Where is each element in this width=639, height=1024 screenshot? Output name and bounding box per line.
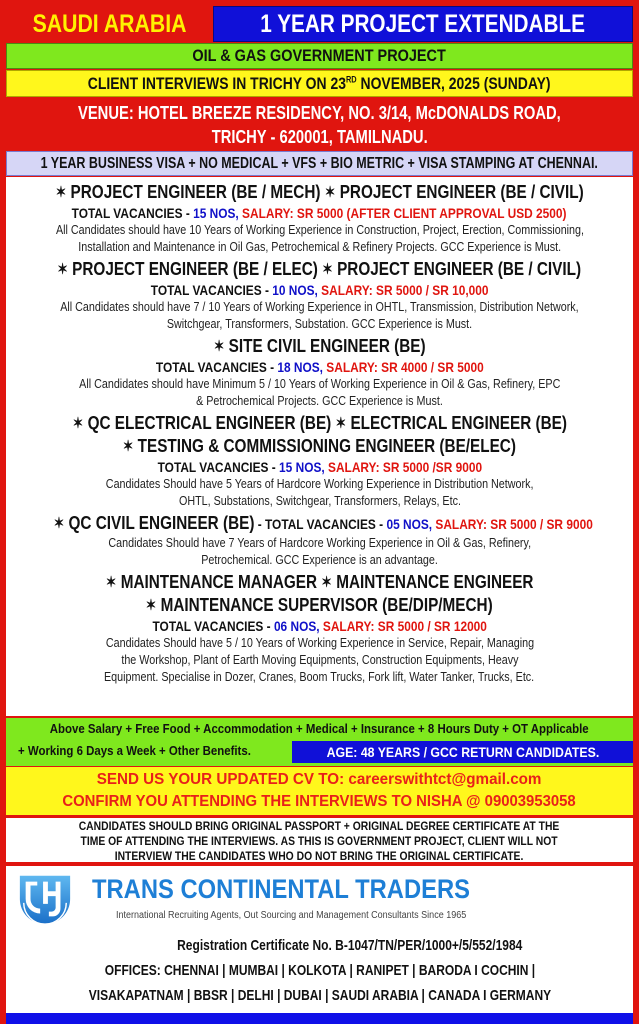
venue-band: VENUE: HOTEL BREEZE RESIDENCY, NO. 3/14, McDONALDS ROAD, TRICHY - 620001, TAMILNADU.: [6, 99, 633, 151]
position-block: ✶ PROJECT ENGINEER (BE / MECH) ✶ PROJECT ENGINEER (BE / CIVIL) TOTAL VACANCIES - 15 NOS, SALARY: SR 5000 (AFTER CLIENT APPROVAL USD 2500) All Candidates should have 10 Years of Working Experience in Construction, Project, Erection, Commissioning, Installation and Maintenance in Oil Gas, Petrochemical & Refinery Projects. GCC Experience is Must.: [6, 177, 633, 256]
star-icon: ✶: [53, 515, 65, 532]
country-label: SAUDI ARABIA: [6, 6, 213, 42]
star-icon: ✶: [321, 574, 332, 591]
position-titles: ✶ PROJECT ENGINEER (BE / MECH) ✶ PROJECT ENGINEER (BE / CIVIL): [55, 182, 584, 202]
company-tagline: International Recruiting Agents, Out Sourcing and Management Consultants Since 1965: [116, 910, 467, 921]
offices-line-1: OFFICES: CHENNAI | MUMBAI | KOLKOTA | RANIPET | BARODA I COCHIN |: [104, 962, 535, 979]
age-badge: AGE: 48 YEARS / GCC RETURN CANDIDATES.: [292, 741, 633, 763]
company-name: TRANS CONTINENTAL TRADERS: [92, 874, 470, 904]
cv-email-line[interactable]: SEND US YOUR UPDATED CV TO: careerswithtct@gmail.com: [97, 771, 542, 788]
project-duration-label: 1 YEAR PROJECT EXTENDABLE: [213, 6, 633, 42]
star-icon: ✶: [122, 438, 134, 455]
project-type-band: OIL & GAS GOVERNMENT PROJECT: [6, 43, 633, 69]
tct-logo-icon: [16, 870, 74, 928]
star-icon: ✶: [324, 184, 336, 201]
star-icon: ✶: [322, 261, 334, 278]
position-block: ✶ PROJECT ENGINEER (BE / ELEC) ✶ PROJECT ENGINEER (BE / CIVIL) TOTAL VACANCIES - 10 NOS, SALARY: SR 5000 / SR 10,000 All Candidates should have 7 / 10 Years of Working Experience in OHTL, Transmission, Distribution Network, Switchgear, Transformers, Substation. GCC Experience is Must.: [57, 259, 582, 331]
visa-info-band: 1 YEAR BUSINESS VISA + NO MEDICAL + VFS + BIO METRIC + VISA STAMPING AT CHENNAI.: [6, 151, 633, 176]
registration-number: Registration Certificate No. B-1047/TN/PER/1000+/5/552/1984: [176, 937, 523, 954]
positions-panel: [6, 177, 633, 716]
star-icon: ✶: [145, 597, 157, 614]
confirm-phone-line[interactable]: CONFIRM YOU ATTENDING THE INTERVIEWS TO NISHA @ 09003953058: [62, 793, 577, 810]
position-block: ✶ QC ELECTRICAL ENGINEER (BE) ✶ ELECTRICAL ENGINEER (BE) ✶ TESTING & COMMISSIONING ENGINEER (BE/ELEC) TOTAL VACANCIES - 15 NOS, SALARY: SR 5000 /SR 9000 Candidates Should have 5 Years of Hardcore Working Experience in Distribution Network, OHTL, Substations, Switchgear, Transformers, Relays, Etc.: [72, 413, 567, 508]
position-block: ✶ MAINTENANCE MANAGER ✶ MAINTENANCE ENGINEER ✶ MAINTENANCE SUPERVISOR (BE/DIP/MECH) TOTAL VACANCIES - 06 NOS, SALARY: SR 5000 / SR 12000 Candidates Should have 5 / 10 Years of Working Experience in Service, Repair, Managing the Workshop, Plant of Earth Moving Equipments, Construction Equipments, Heavy Equipment. Specialise in Dozer, Cranes, Boom Trucks, Fork lift, Water Tanker, Trucks, Etc.: [104, 572, 535, 684]
star-icon: ✶: [57, 261, 69, 278]
offices-line-2: VISAKAPATNAM | BBSR | DELHI | DUBAI | SAUDI ARABIA | CANADA I GERMANY: [88, 987, 551, 1004]
star-icon: ✶: [335, 415, 346, 432]
star-icon: ✶: [55, 184, 67, 201]
position-block: ✶ QC CIVIL ENGINEER (BE) - TOTAL VACANCIES - 05 NOS, SALARY: SR 5000 / SR 9000 Candidates Should have 7 Years of Hardcore Working Experience in Oil & Gas, Refinery, Petrochemical. GCC Experience is an advantage.: [53, 513, 593, 567]
star-icon: ✶: [105, 574, 117, 591]
contact-band: [6, 767, 633, 815]
certificate-notice: CANDIDATES SHOULD BRING ORIGINAL PASSPORT + ORIGINAL DEGREE CERTIFICATE AT THE TIME OF ATTENDING THE INTERVIEWS. AS THIS IS GOVERNMENT PROJECT, CLIENT WILL NOT INTERVIEW THE CANDIDATES WHO DO NOT BRING THE ORIGINAL CERTIFICATE.: [6, 818, 633, 864]
header: [6, 6, 633, 42]
star-icon: ✶: [213, 338, 225, 355]
interview-date-band: CLIENT INTERVIEWS IN TRICHY ON 23RD NOVEMBER, 2025 (SUNDAY): [6, 70, 633, 97]
benefits-band: Above Salary + Free Food + Accommodation + Medical + Insurance + 8 Hours Duty + OT Applicable + Working 6 Days a Week + Other Benefits. AGE: 48 YEARS / GCC RETURN CANDIDATES.: [6, 718, 633, 766]
star-icon: ✶: [72, 415, 84, 432]
position-block: ✶ SITE CIVIL ENGINEER (BE) TOTAL VACANCIES - 18 NOS, SALARY: SR 4000 / SR 5000 All Candidates should have Minimum 5 / 10 Years of Working Experience in Oil & Gas, Refinery, EPC & Petrochemical Projects. GCC Experience is Must.: [78, 336, 561, 408]
company-footer: [6, 866, 633, 1013]
bottom-bar: [6, 1013, 633, 1024]
vacancy-line: TOTAL VACANCIES - 15 NOS, SALARY: SR 5000 (AFTER CLIENT APPROVAL USD 2500): [72, 205, 567, 221]
